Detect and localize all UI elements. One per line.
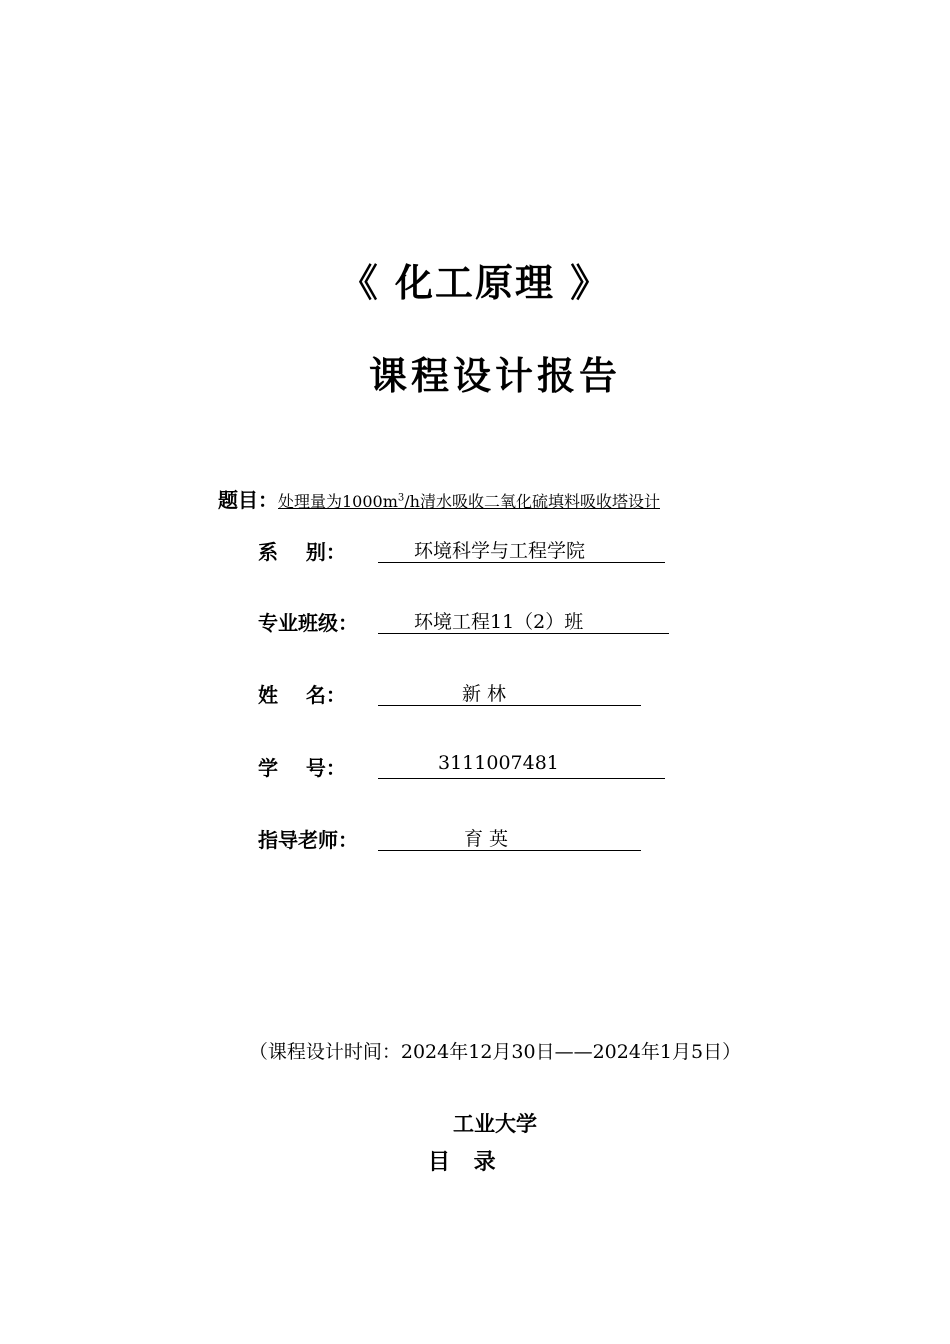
name-value: 新 林	[462, 683, 507, 705]
department-field	[378, 536, 665, 563]
student-id-field	[378, 752, 665, 779]
name-field	[378, 679, 641, 706]
topic-label: 题目：	[218, 488, 278, 512]
name-label: 姓 名：	[258, 683, 346, 707]
design-period: （课程设计时间：2024年12月30日——2024年1月5日）	[248, 1041, 742, 1063]
toc-heading: 目 录	[428, 1150, 496, 1175]
student-id-value: 3111007481	[438, 752, 559, 774]
department-value: 环境科学与工程学院	[414, 540, 586, 562]
advisor-field	[378, 824, 641, 851]
class-field	[378, 607, 669, 634]
class-value: 环境工程11（2）班	[414, 611, 584, 633]
department-label: 系 别：	[258, 540, 346, 564]
topic-value: 处理量为$1000m^3/h$清水吸收二氧化硫填料吸收塔设计	[278, 492, 660, 511]
class-label: 专业班级：	[258, 611, 358, 635]
report-title: 课程设计报告	[368, 354, 621, 398]
topic-line	[218, 484, 660, 513]
course-title: 《 化工原理 》	[339, 261, 611, 305]
advisor-label: 指导老师：	[258, 828, 358, 852]
student-id-label: 学 号：	[258, 756, 346, 780]
school-name: 工业大学	[453, 1112, 537, 1136]
advisor-value: 育 英	[464, 828, 509, 850]
